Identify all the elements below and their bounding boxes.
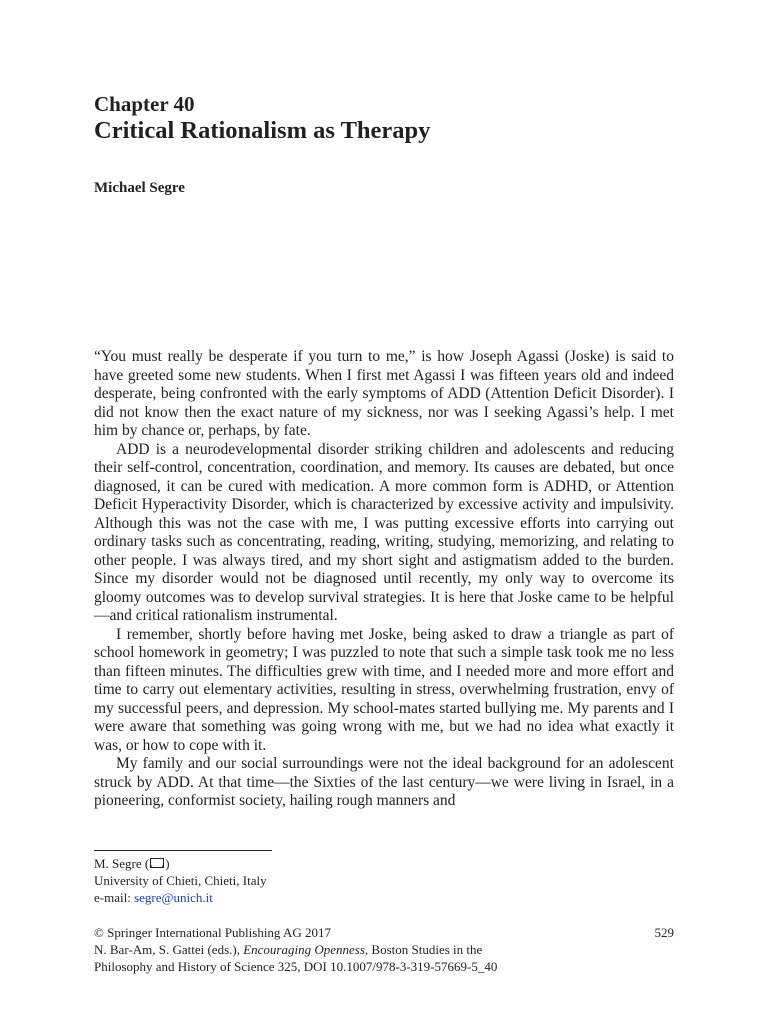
copyright-line: © Springer International Publishing AG 2017 [94,925,331,940]
book-title: Encouraging Openness [243,942,365,957]
author-name: Michael Segre [94,180,185,196]
page-number: 529 [654,925,674,940]
citation-line-1: N. Bar-Am, S. Gattei (eds.), Encouraging Openness, Boston Studies in the [94,942,483,957]
affiliation-line: University of Chieti, Chieti, Italy [94,873,267,888]
paragraph-2: ADD is a neurodevelopmental disorder striking children and adolescents and reducing their self-control, concentration, coordination, and memory. Its causes are debated, but once diagnosed, it can be cured with medication. A more common form is ADHD, or Attention Deficit Hyperactivity Disorder, which is characterized by excessive activity and impulsivity. Although this was not the case with me, I was putting excessive efforts into carrying out ordinary tasks such as concentrating, reading, writing, studying, memorizing, and relating to other people. I was always tired, and my short sight and astigmatism added to the burden. Since my disorder would not be diagnosed until recently, my only way to overcome its gloomy outcomes was to develop survival strategies. It is here that Joske came to be helpful—and critical rationalism instrumental. [94,440,674,624]
paragraph-1: “You must really be desperate if you turn to me,” is how Joseph Agassi (Joske) is said to have greeted some new students. When I first met Agassi I was fifteen years old and indeed desperate, being confronted with the early symptoms of ADD (Attention Deficit Disorder). I did not know then the exact nature of my sickness, nor was I seeking Agassi’s help. I met him by chance or, perhaps, by fate. [94,348,674,439]
paper-page [94,0,674,1024]
paragraph-4: My family and our social surroundings were not the ideal background for an adolescent struck by ADD. At that time—the Sixties of the last century—we were living in Israel, in a pioneering, conformist society, hailing rough manners and [94,755,674,809]
footnote-divider [94,850,272,851]
paragraph-3: I remember, shortly before having met Joske, being asked to draw a triangle as part of school homework in geometry; I was puzzled to note that such a simple task took me no less than fifteen minutes. The difficulties grew with time, and I needed more and more effort and time to carry out elementary activities, resulting in stress, overwhelming frustration, envy of my successful peers, and depression. My school-mates started bullying me. My parents and I were aware that something was going wrong with me, but we had no idea what exactly it was, or how to cope with it. [94,625,674,754]
publication-info [94,924,674,975]
body-text [94,348,674,811]
author-affiliation [94,855,267,906]
email-line: e-mail: segre@unich.it [94,890,213,905]
chapter-title: Critical Rationalism as Therapy [94,117,431,144]
email-link[interactable]: segre@unich.it [134,890,213,905]
citation-line-2: Philosophy and History of Science 325, DOI 10.1007/978-3-319-57669-5_40 [94,959,498,974]
envelope-icon [150,858,164,868]
author-footnote-name: M. Segre ( ) [94,856,170,871]
chapter-label: Chapter 40 [94,92,195,116]
